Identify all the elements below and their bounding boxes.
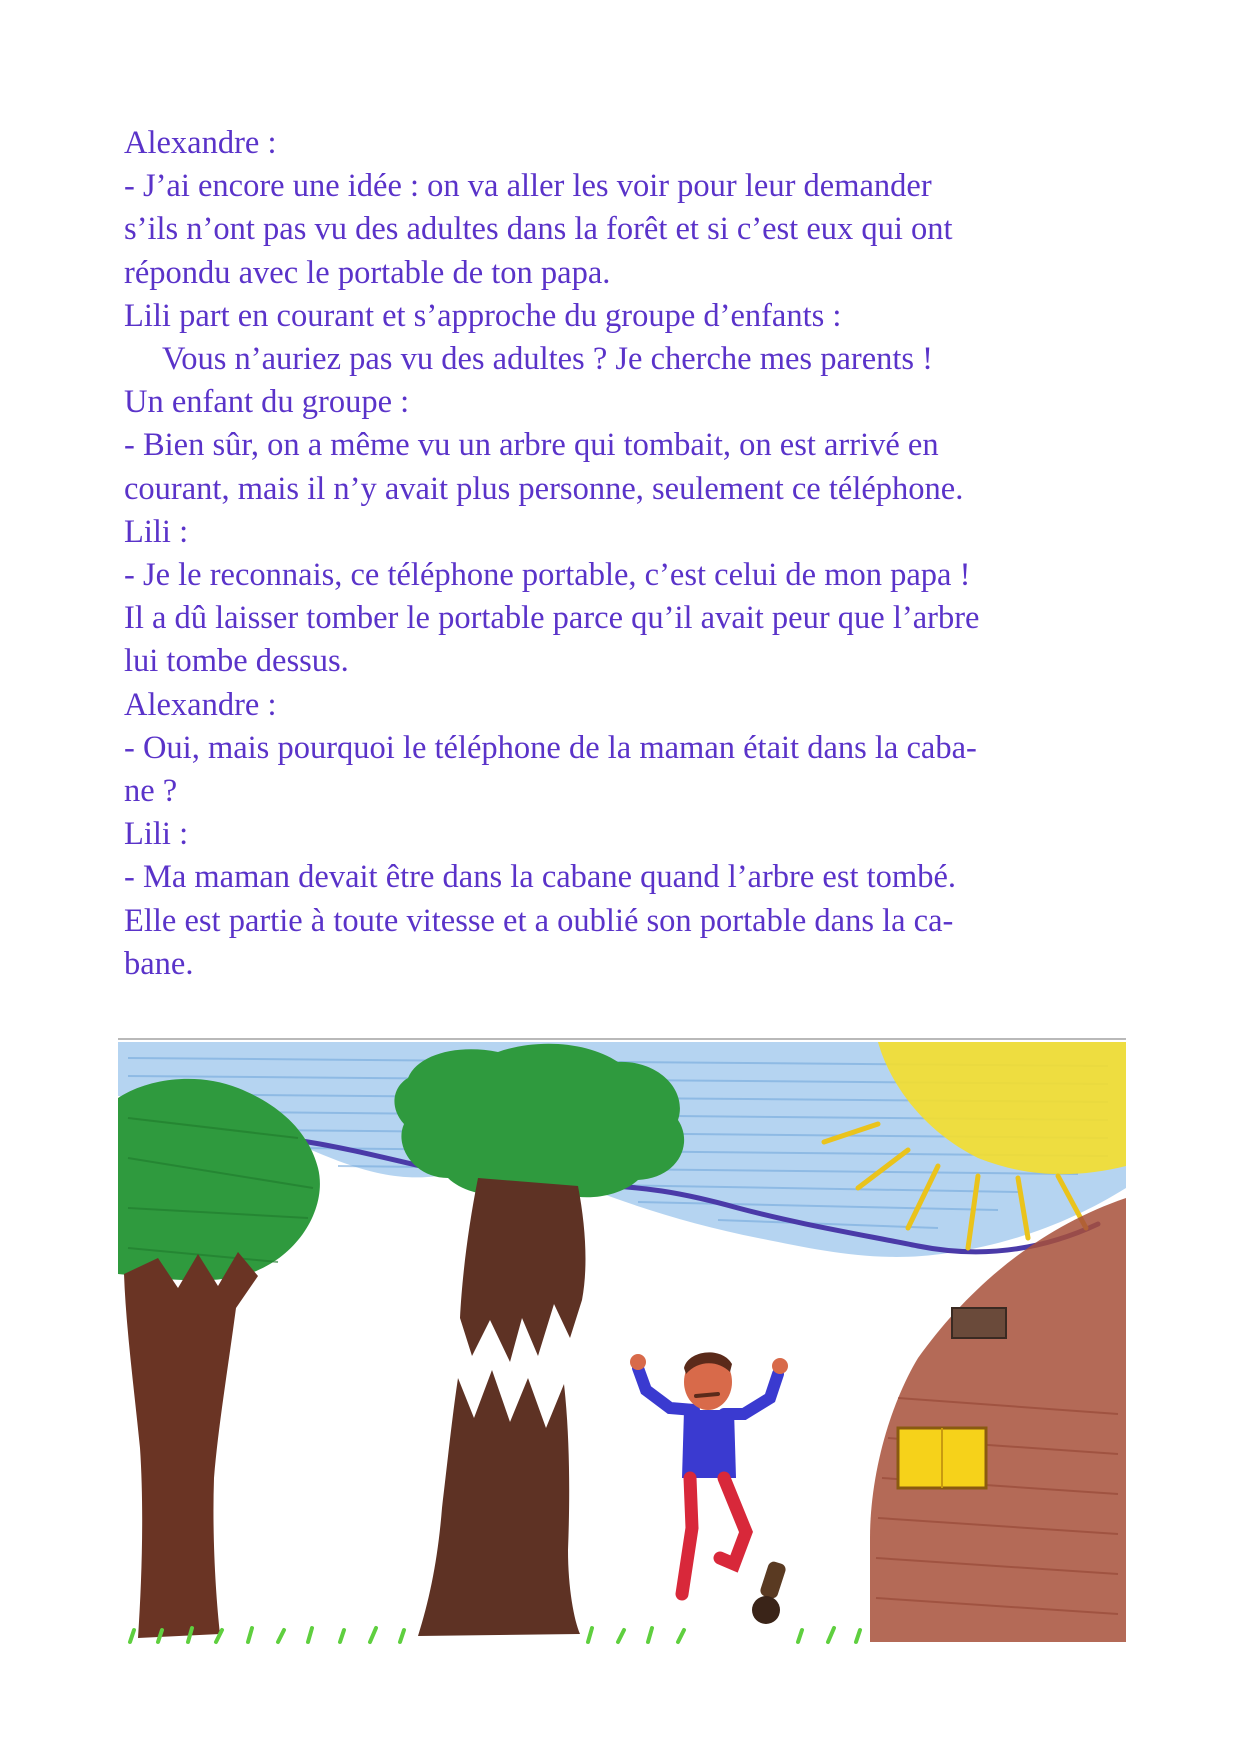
left-tree-trunk xyxy=(124,1252,258,1638)
man-right-arm xyxy=(724,1374,778,1414)
middle-tree-lower-trunk xyxy=(418,1370,580,1636)
hut-vent xyxy=(952,1308,1006,1338)
story-line: s’ils n’ont pas vu des adultes dans la forêt et si c’est eux qui ont xyxy=(124,211,953,248)
man-shirt xyxy=(682,1410,736,1478)
story-text xyxy=(124,122,1134,986)
story-line: - Oui, mais pourquoi le téléphone de la maman était dans la caba- xyxy=(124,729,977,766)
story-line: Vous n’auriez pas vu des adultes ? Je cherche mes parents ! xyxy=(162,341,934,378)
middle-tree-foliage xyxy=(394,1044,684,1198)
man-left-hand xyxy=(630,1354,646,1370)
story-line: Alexandre : xyxy=(124,686,277,723)
story-line: Lili : xyxy=(124,816,189,853)
story-line: - J’ai encore une idée : on va aller les voir pour leur demander xyxy=(124,168,932,205)
story-line: lui tombe dessus. xyxy=(124,643,349,680)
waving-man xyxy=(630,1352,788,1594)
hut xyxy=(870,1198,1126,1642)
story-line: - Ma maman devait être dans la cabane quand l’arbre est tombé. xyxy=(124,859,957,896)
story-line: - Je le reconnais, ce téléphone portable, c’est celui de mon papa ! xyxy=(124,557,971,594)
story-line: ne ? xyxy=(124,773,178,810)
phone-icon xyxy=(752,1560,787,1624)
story-line: - Bien sûr, on a même vu un arbre qui tombait, on est arrivé en xyxy=(124,427,939,464)
man-mouth xyxy=(696,1394,718,1396)
child-drawing-illustration xyxy=(118,1038,1126,1646)
man-right-hand xyxy=(772,1358,788,1374)
story-line: Lili : xyxy=(124,513,189,550)
story-line: Un enfant du groupe : xyxy=(124,384,410,421)
story-line: répondu avec le portable de ton papa. xyxy=(124,254,611,291)
story-line: bane. xyxy=(124,945,194,982)
story-line: Il a dû laisser tomber le portable parce qu’il avait peur que l’arbre xyxy=(124,600,980,637)
story-line: Alexandre : xyxy=(124,125,277,161)
story-line: courant, mais il n’y avait plus personne, seulement ce téléphone. xyxy=(124,470,964,507)
story-line: Lili part en courant et s’approche du groupe d’enfants : xyxy=(124,297,842,334)
man-right-leg xyxy=(720,1478,746,1564)
middle-tree-upper-trunk xyxy=(460,1178,585,1362)
story-line: Elle est partie à toute vitesse et a oublié son portable dans la ca- xyxy=(124,902,954,939)
drawing-svg xyxy=(118,1038,1126,1646)
man-left-leg xyxy=(682,1478,692,1594)
